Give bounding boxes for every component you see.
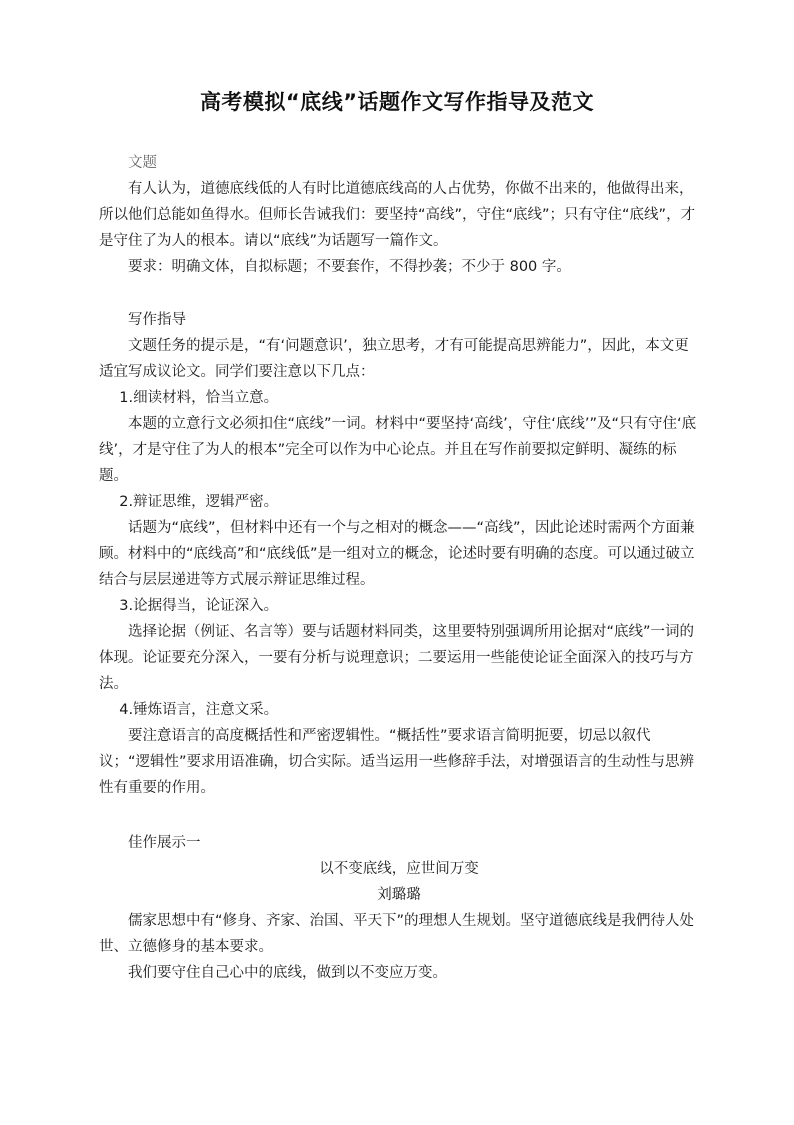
guidance-heading: 写作指导 [128,312,186,328]
guidance-point-body: 本题的立意行文必须扣住“底线”一词。材料中“要坚持‘高线’，守住‘底线’”及“只有守住‘底线’，才是守住了为人的根本”完全可以作为中心论点。并且在写作前要拟定鲜明、凝练的标题。 [99,416,697,484]
prompt-heading: 文题 [128,155,157,171]
guidance-point-body: 话题为“底线”，但材料中还有一个与之相对的概念——“高线”，因此论述时需两个方面兼顾。材料中的“底线高”和“底线低”是一组对立的概念，论述时要有明确的态度。可以通过破立结合与层层递进等方式展示辩证思维过程。 [99,520,695,588]
guidance-point-body: 选择论据（例证、名言等）要与话题材料同类，这里要特别强调所用论据对“底线”一词的体现。论证要充分深入，一要有分析与说理意识；二要运用一些能使论证全面深入的技巧与方法。 [99,624,695,692]
example-section [99,830,699,986]
example-heading: 佳作展示一 [128,835,201,851]
essay-title: 以不变底线，应世间万变 [319,861,479,877]
essay-author: 刘璐璐 [377,887,421,903]
guidance-point-title: 1.细读材料，恰当立意。 [119,390,279,406]
essay-paragraph: 儒家思想中有“修身、齐家、治国、平天下”的理想人生规划。坚守道德底线是我們待人处世、立德修身的基本要求。 [99,913,695,955]
guidance-point-title: 4.锤炼语言，注意文采。 [119,702,279,718]
guidance-point-title: 2.辩证思维，逻辑严密。 [119,494,279,510]
guidance-section [99,307,699,801]
guidance-point-title: 3.论据得当，论证深入。 [119,598,279,614]
essay-paragraph: 我们要守住自己心中的底线，做到以不变应万变。 [128,965,447,981]
prompt-section [99,150,699,280]
guidance-intro: 文题任务的提示是，“有‘问题意识’，独立思考，才有可能提高思辨能力”，因此，本文更适宜写成议论文。同学们要注意以下几点： [99,338,689,380]
prompt-requirements: 要求：明确文体，自拟标题；不要套作，不得抄袭；不少于 800 字。 [128,259,571,275]
guidance-point-body: 要注意语言的高度概括性和严密逻辑性。“概括性”要求语言简明扼要，切忌以叙代议；“逻辑性”要求用语准确，切合实际。适当运用一些修辞手法，对增强语言的生动性与思辨性有重要的作用。 [99,728,695,796]
prompt-paragraph: 有人认为，道德底线低的人有时比道德底线高的人占优势，你做不出来的，他做得出来，所以他们总能如鱼得水。但师长告诫我们：要坚持“高线”，守住“底线”；只有守住“底线”，才是守住了为人的根本。请以“底线”为话题写一篇作文。 [99,181,696,249]
document-title: 高考模拟“底线”话题作文写作指导及范文 [199,90,595,114]
